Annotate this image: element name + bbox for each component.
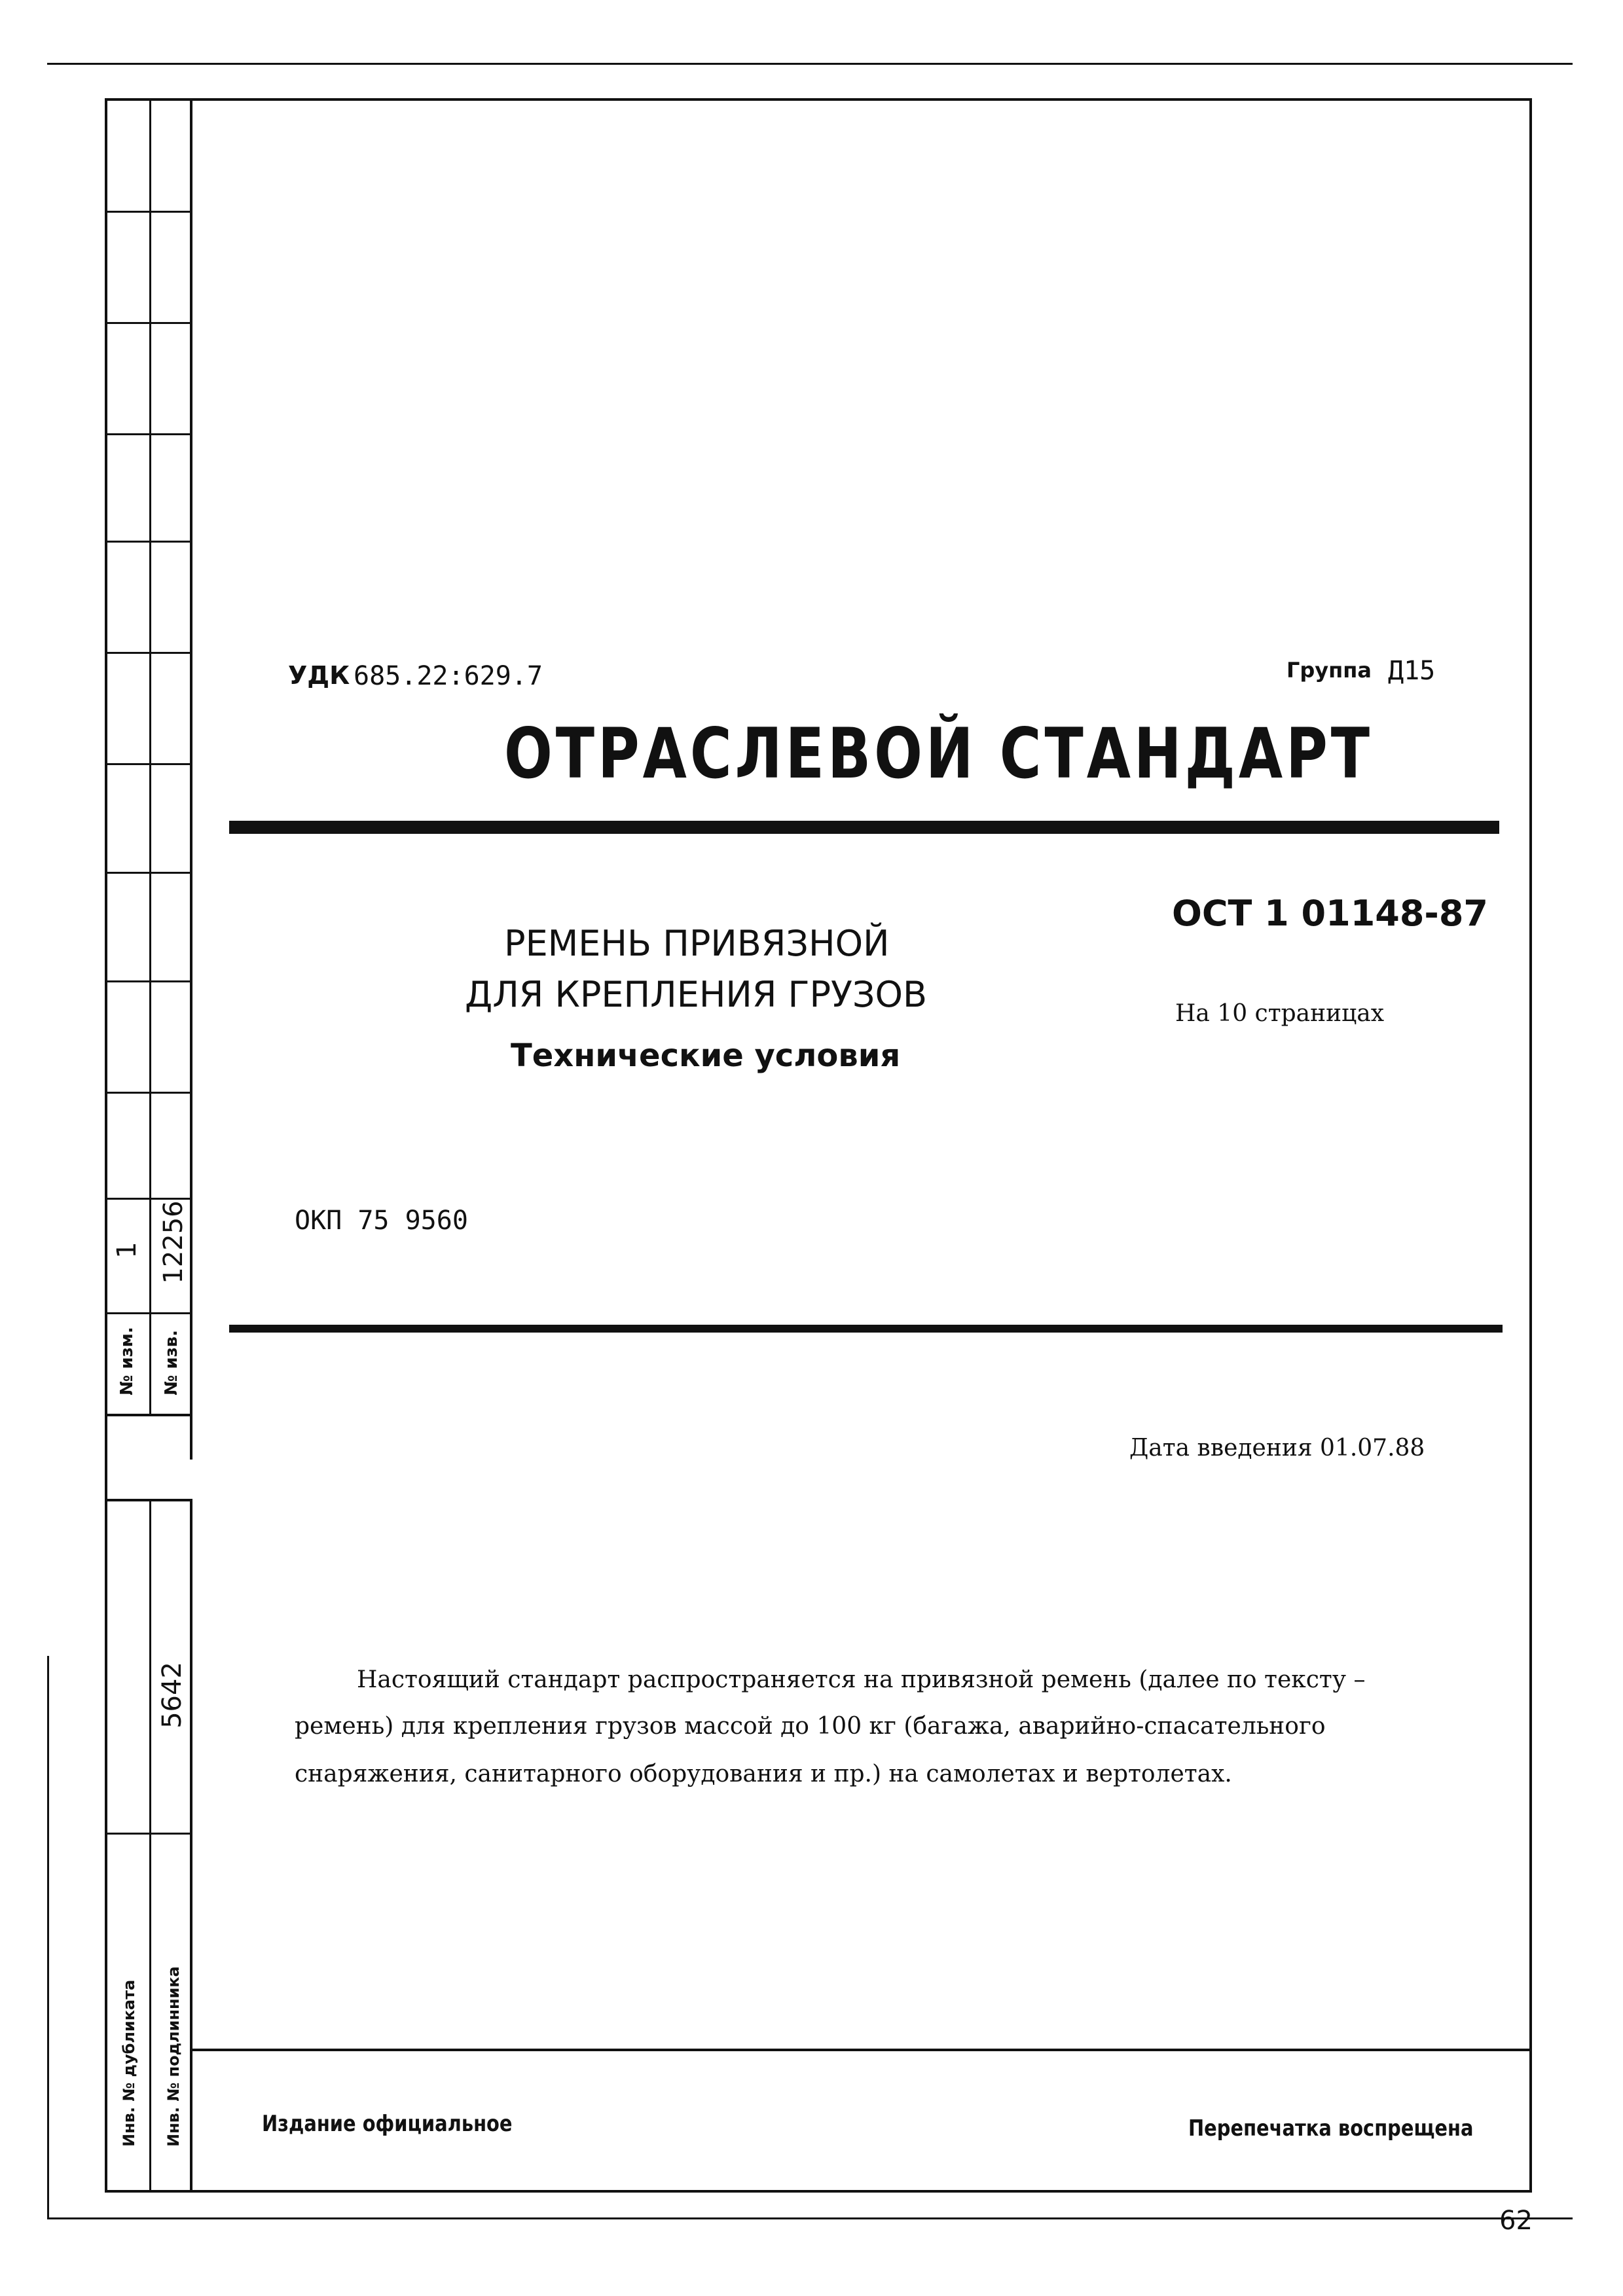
stamp-row [105,763,192,765]
stamp-row [105,1092,192,1094]
stamp-row [105,872,192,874]
orig-inv-label: Инв. № подлинника [164,1966,183,2147]
body-line-2: ремень) для крепления грузов массой до 100 кг (багажа, аварийно-спасательного [295,1713,1326,1740]
page-title: ОТРАСЛЕВОЙ СТАНДАРТ [504,713,1373,794]
standard-number: ОСТ 1 01148-87 [1172,893,1488,934]
change-no-label: № изм. [117,1327,137,1395]
stamp-row [105,541,192,543]
stamp-row [105,652,192,654]
page-frame [105,98,1532,2193]
change-no-value: 1 [112,1242,142,1259]
page-number: 62 [1499,2206,1533,2236]
stamp-row [105,980,192,982]
stamp-gap-top [105,1414,192,1416]
standard-name-line1: РЕМЕНЬ ПРИВЯЗНОЙ [504,923,890,964]
stamp-row [105,1312,192,1314]
udk-label: УДК [288,661,350,690]
stamp-column-divider [149,98,151,1414]
notice-no-label: № изв. [162,1330,181,1395]
title-rule [229,821,1499,834]
frame-inner-vertical-lower [190,1499,192,2193]
body-line-1: Настоящий стандарт распространяется на привязной ремень (далее по тексту – [357,1666,1366,1693]
okp-code: ОКП 75 9560 [295,1206,468,1236]
stamp-gap-bottom [105,1499,192,1501]
stamp-column-divider-lower [149,1499,151,2193]
group-value: Д15 [1388,656,1436,686]
footer-rule [190,2049,1532,2051]
footer-official-edition: Издание официальное [262,2111,513,2137]
orig-inv-value: 5642 [157,1662,187,1729]
standard-name-line2: ДЛЯ КРЕПЛЕНИЯ ГРУЗОВ [465,974,928,1015]
dup-inv-label: Инв. № дубликата [120,1979,138,2147]
stamp-row [105,1833,192,1835]
standard-subtitle: Технические условия [511,1037,901,1074]
stamp-row [105,433,192,435]
page-count: На 10 страницах [1175,1000,1385,1027]
left-edge-line [47,1656,49,2219]
intro-date: Дата введения 01.07.88 [1129,1435,1425,1462]
top-edge-line [47,63,1573,65]
footer-reprint-prohibited: Перепечатка воспрещена [1188,2115,1474,2142]
notice-no-value: 12256 [158,1200,189,1284]
body-line-3: снаряжения, санитарного оборудования и пр.) на самолетах и вертолетах. [295,1761,1232,1787]
bottom-edge-line [47,2217,1573,2219]
udk-value: 685.22:629.7 [354,661,543,691]
stamp-row [105,211,192,213]
group-label: Группа [1286,658,1372,683]
section-rule [229,1325,1503,1333]
stamp-row [105,322,192,324]
